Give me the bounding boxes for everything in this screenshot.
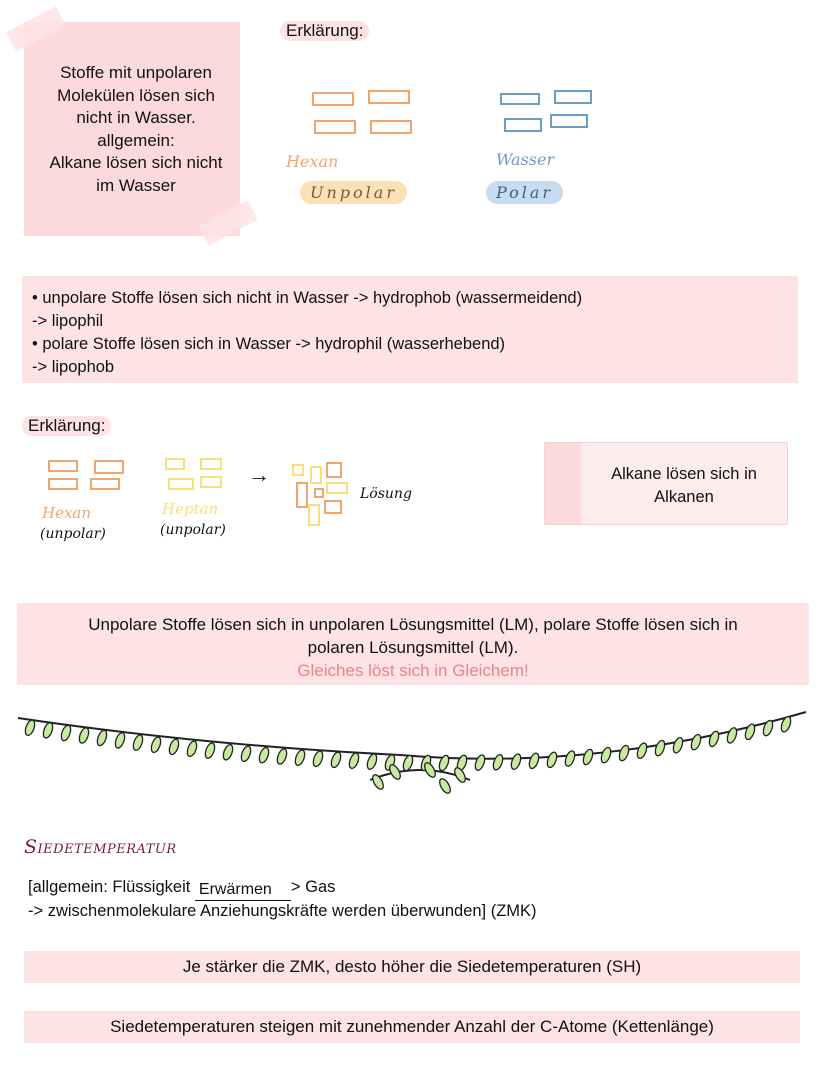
solution-molecule [308,504,320,526]
definition-prefix: [allgemein: Flüssigkeit [28,878,191,896]
note-line: allgemein: [97,130,175,150]
arrow-label: Erwärmen [198,881,272,898]
solution-molecule [326,462,342,478]
note-line: nicht in Wasser. [76,108,196,127]
leaf-icon [600,746,613,764]
section-title: Siedetemperatur [24,836,177,858]
solution-molecule [292,464,304,476]
solution-molecule [310,466,322,484]
leaf-icon [582,748,595,766]
wasser-molecule [554,90,592,104]
leaf-icon [744,723,757,741]
wasser-label: Wasser [496,150,555,169]
hexan-molecule-small [48,478,78,490]
leaf-icon [474,754,487,772]
hexan-molecule [314,120,356,134]
note-line: Molekülen lösen sich [57,85,215,105]
leaf-icon [690,733,703,751]
alkane-note [544,442,788,525]
leaf-icon [132,734,145,752]
solubility-panel [22,276,798,383]
heptan-molecule [165,458,185,470]
leaf-icon [636,742,649,760]
rule-panel [17,603,809,685]
leaf-icon [564,750,577,768]
wasser-molecule [504,118,542,132]
leaf-icon [78,727,91,745]
leaf-icon [762,719,775,737]
alkane-note-text [581,463,787,509]
heptan-unpolar-note: (unpolar) [160,522,226,538]
heptan-molecule [168,478,194,490]
arrow-icon: → [248,462,270,487]
leaf-icon [708,730,721,748]
leaf-icon [150,736,163,754]
hexan-unpolar-note: (unpolar) [40,526,106,542]
leaf-icon [492,753,505,771]
leaf-icon [312,750,325,768]
hexan-molecule [312,92,354,106]
zmk-box: Je stärker die ZMK, desto höher die Siedetemperaturen (SH) [24,951,800,983]
wasser-molecule [550,114,588,128]
leaf-icon [240,745,253,763]
solution-molecule [296,482,308,508]
note-line: im Wasser [96,175,176,195]
leaf-icon [42,721,55,739]
leaf-icon [276,748,289,766]
note-line: Stoffe mit unpolaren [60,63,212,82]
hexan-label-2: Hexan [42,504,92,522]
leaf-icon [348,752,361,770]
leaf-icon [546,751,559,769]
alkane-note-line: Alkane lösen sich in [611,465,757,483]
solubility-line: • unpolare Stoffe lösen sich nicht in Wasser -> hydrophob (wassermeidend) [32,289,583,307]
unpolar-tag: Unpolar [300,181,407,204]
hexan-molecule-small [90,478,120,490]
hexan-molecule-small [48,460,78,472]
solution-molecule [326,482,348,494]
hexan-molecule [368,90,410,104]
rule-line: Unpolare Stoffe lösen sich in unpolaren Lösungsmittel (LM), polare Stoffe lösen sich in [88,615,738,634]
explanation-heading-1: Erklärung: [280,21,369,41]
wasser-molecule [500,93,540,105]
alkane-note-line: Alkanen [654,488,714,506]
leaf-icon [96,729,109,747]
leaf-icon [222,743,235,761]
leaf-icon [24,719,37,737]
leaf-icon [258,746,271,764]
leaf-icon [60,724,73,742]
heptan-label: Heptan [162,500,219,518]
leaf-icon [186,740,199,758]
leaf-icon [438,777,453,795]
loesung-label: Lösung [360,486,412,502]
solution-molecule [324,500,342,514]
leaf-icon [330,751,343,769]
definition-line-2: -> zwischenmolekulare Anziehungskräfte werden überwunden] (ZMK) [28,902,537,920]
definition-suffix: > Gas [290,878,336,896]
hexan-molecule [370,120,412,134]
alkane-note-tab [545,443,581,524]
solubility-line: -> lipophob [32,358,115,376]
polar-tag: Polar [486,181,563,204]
note-line: Alkane lösen sich nicht [49,153,223,172]
chain-length-box: Siedetemperaturen steigen mit zunehmender Anzahl der C-Atome (Kettenlänge) [24,1011,800,1043]
leaf-icon [510,753,523,771]
solubility-line: • polare Stoffe lösen sich in Wasser -> hydrophil (wasserhebend) [32,335,506,353]
leaf-icon [726,727,739,745]
note-text [24,62,248,197]
hexan-molecule-small [94,460,124,474]
leaf-icon [654,739,667,757]
leaf-icon [204,742,217,760]
leaf-icon [168,738,181,756]
solubility-line: -> lipophil [32,312,104,330]
leaf-icon [366,753,379,771]
solution-molecule [314,488,324,498]
leaf-icon [528,752,541,770]
explanation-heading-2: Erklärung: [22,416,111,436]
definition-line-1 [28,876,335,899]
leaf-icon [294,749,307,767]
hexan-label: Hexan [286,152,339,171]
vine-decoration [0,700,828,800]
heptan-molecule [200,476,222,488]
leaf-icon [618,744,631,762]
leaf-icon [114,731,127,749]
rule-line: polaren Lösungsmittel (LM). [307,638,519,657]
leaf-icon [672,736,685,754]
rule-highlight: Gleiches löst sich in Gleichem! [297,661,529,680]
heptan-molecule [200,458,222,470]
